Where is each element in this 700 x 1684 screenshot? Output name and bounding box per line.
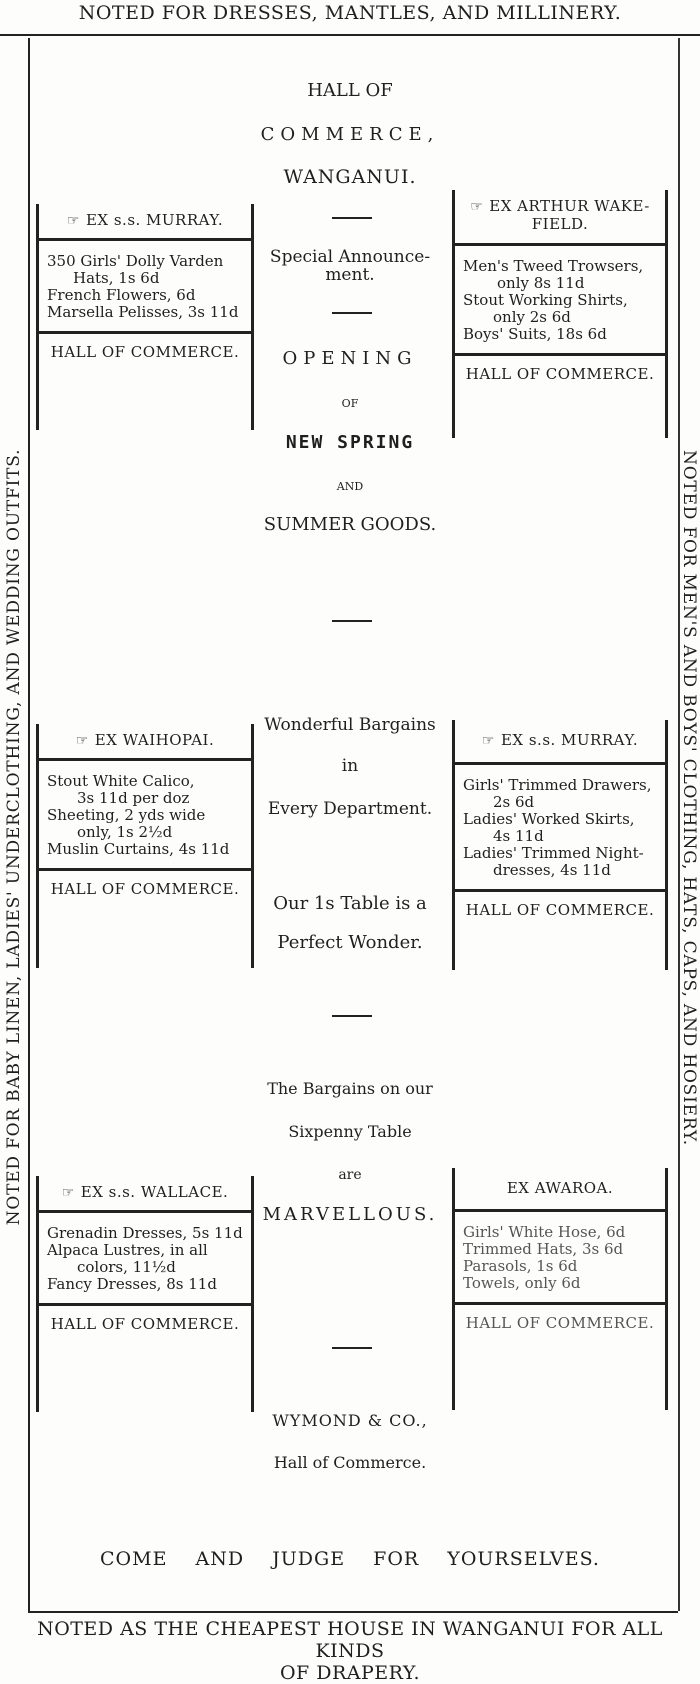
- list-item: only 2s 6d: [493, 308, 571, 326]
- divider: [332, 1347, 372, 1349]
- town-heading: WANGANUI.: [283, 166, 417, 188]
- opening-heading: OPENING: [282, 348, 418, 369]
- in-line: in: [341, 756, 359, 776]
- table-line-1: Our 1s Table is a: [273, 893, 427, 914]
- wonderful-line: Wonderful Bargains: [264, 715, 436, 735]
- every-line: Every Department.: [267, 799, 433, 819]
- box-items: [455, 1212, 665, 1302]
- box-items: [39, 761, 251, 868]
- ad-box-ex-arthur-wakefield: [452, 190, 668, 438]
- marvellous-heading: MARVELLOUS.: [262, 1204, 438, 1225]
- pointing-hand-icon: ☞: [61, 1185, 75, 1201]
- ad-box-ex-murray-2: [452, 720, 668, 970]
- list-item: only 8s 11d: [497, 274, 585, 292]
- list-item: 4s 11d: [493, 827, 544, 845]
- list-item: Marsella Pelisses, 3s 11d: [47, 303, 239, 321]
- box-footer: HALL OF COMMERCE.: [50, 343, 240, 361]
- box-items: [39, 241, 251, 331]
- bottom-banner-line-2: OF DRAPERY.: [279, 1662, 421, 1684]
- box-footer: HALL OF COMMERCE.: [50, 880, 240, 898]
- divider: [332, 217, 372, 219]
- ad-box-ex-murray-1: [36, 204, 254, 430]
- list-item: Parasols, 1s 6d: [463, 1257, 578, 1275]
- box-header: ☞ EX s.s. MURRAY.: [481, 731, 639, 749]
- judge-word: COME: [100, 1548, 168, 1570]
- list-item: Muslin Curtains, 4s 11d: [47, 840, 230, 858]
- ad-box-ex-waihopai: [36, 724, 254, 968]
- bargains-line-1: The Bargains on our: [267, 1079, 433, 1098]
- special-line-1: Special Announce-: [269, 247, 431, 267]
- list-item: dresses, 4s 11d: [493, 861, 611, 879]
- hall-of: HALL OF: [307, 80, 393, 101]
- list-item: 350 Girls' Dolly Varden: [47, 252, 224, 270]
- list-item: French Flowers, 6d: [47, 286, 196, 304]
- come-and-judge-line: [100, 1548, 600, 1570]
- list-item: Ladies' Worked Skirts,: [463, 810, 635, 828]
- bargains-line-2: Sixpenny Table: [288, 1122, 412, 1141]
- commerce-heading: COMMERCE,: [260, 124, 440, 145]
- firm-hall: Hall of Commerce.: [273, 1453, 427, 1472]
- divider: [332, 620, 372, 622]
- special-line-2: ment.: [325, 265, 375, 285]
- judge-word: AND: [195, 1548, 245, 1570]
- list-item: Towels, only 6d: [463, 1274, 581, 1292]
- new-spring-heading: NEW SPRING: [285, 432, 415, 453]
- firm-name: WYMOND & CO.,: [272, 1411, 428, 1430]
- box-header: ☞ EX ARTHUR WAKE-FIELD.: [470, 197, 650, 233]
- list-item: Trimmed Hats, 3s 6d: [463, 1240, 624, 1258]
- list-item: Alpaca Lustres, in all: [47, 1241, 208, 1259]
- list-item: Girls' White Hose, 6d: [463, 1223, 626, 1241]
- right-margin-banner: NOTED FOR MEN'S AND BOYS' CLOTHING, HATS, CAPS, AND HOSIERY.: [679, 450, 699, 1146]
- ad-box-ex-awaroa: [452, 1168, 668, 1410]
- list-item: Fancy Dresses, 8s 11d: [47, 1275, 217, 1293]
- box-header: ☞ EX s.s. WALLACE.: [61, 1183, 229, 1201]
- list-item: Grenadin Dresses, 5s 11d: [47, 1224, 243, 1242]
- table-line-2: Perfect Wonder.: [277, 932, 423, 953]
- pointing-hand-icon: ☞: [66, 213, 80, 229]
- box-header: ☞ EX s.s. MURRAY.: [66, 211, 224, 229]
- judge-word: FOR: [373, 1548, 420, 1570]
- and-word: AND: [336, 480, 364, 493]
- ad-box-ex-wallace: [36, 1176, 254, 1412]
- box-footer: HALL OF COMMERCE.: [465, 1314, 655, 1332]
- list-item: Ladies' Trimmed Night-: [463, 844, 644, 862]
- bottom-banner: [0, 1618, 700, 1684]
- box-footer: HALL OF COMMERCE.: [465, 901, 655, 919]
- list-item: Stout Working Shirts,: [463, 291, 628, 309]
- list-item: colors, 11½d: [77, 1258, 176, 1276]
- are-word: are: [338, 1167, 362, 1183]
- divider: [332, 1015, 372, 1017]
- frame-bottom-rule: [28, 1611, 678, 1613]
- box-footer: HALL OF COMMERCE.: [50, 1315, 240, 1333]
- judge-word: YOURSELVES.: [447, 1548, 600, 1570]
- list-item: 2s 6d: [493, 793, 535, 811]
- list-item: Men's Tweed Trowsers,: [463, 257, 644, 275]
- bottom-banner-line-1: NOTED AS THE CHEAPEST HOUSE IN WANGANUI FOR ALL KINDS: [37, 1618, 663, 1662]
- frame-top-rule: [0, 34, 700, 36]
- list-item: 3s 11d per doz: [77, 789, 190, 807]
- box-header: EX AWAROA.: [506, 1179, 614, 1197]
- list-item: Girls' Trimmed Drawers,: [463, 776, 652, 794]
- of-word: OF: [341, 397, 359, 410]
- list-item: Sheeting, 2 yds wide: [47, 806, 206, 824]
- box-header: ☞ EX WAIHOPAI.: [75, 731, 215, 749]
- summer-goods-heading: SUMMER GOODS.: [263, 514, 437, 535]
- pointing-hand-icon: ☞: [481, 733, 495, 749]
- list-item: Boys' Suits, 18s 6d: [463, 325, 607, 343]
- box-footer: HALL OF COMMERCE.: [465, 365, 655, 383]
- box-items: [39, 1213, 251, 1303]
- left-margin-banner: NOTED FOR BABY LINEN, LADIES' UNDERCLOTHING, AND WEDDING OUTFITS.: [4, 448, 24, 1226]
- judge-word: JUDGE: [272, 1548, 346, 1570]
- top-banner: NOTED FOR DRESSES, MANTLES, AND MILLINERY.: [78, 2, 622, 24]
- pointing-hand-icon: ☞: [470, 199, 484, 215]
- list-item: Hats, 1s 6d: [73, 269, 160, 287]
- box-items: [455, 765, 665, 889]
- list-item: only, 1s 2½d: [77, 823, 173, 841]
- box-items: [455, 246, 665, 353]
- list-item: Stout White Calico,: [47, 772, 195, 790]
- divider: [332, 312, 372, 314]
- pointing-hand-icon: ☞: [75, 733, 89, 749]
